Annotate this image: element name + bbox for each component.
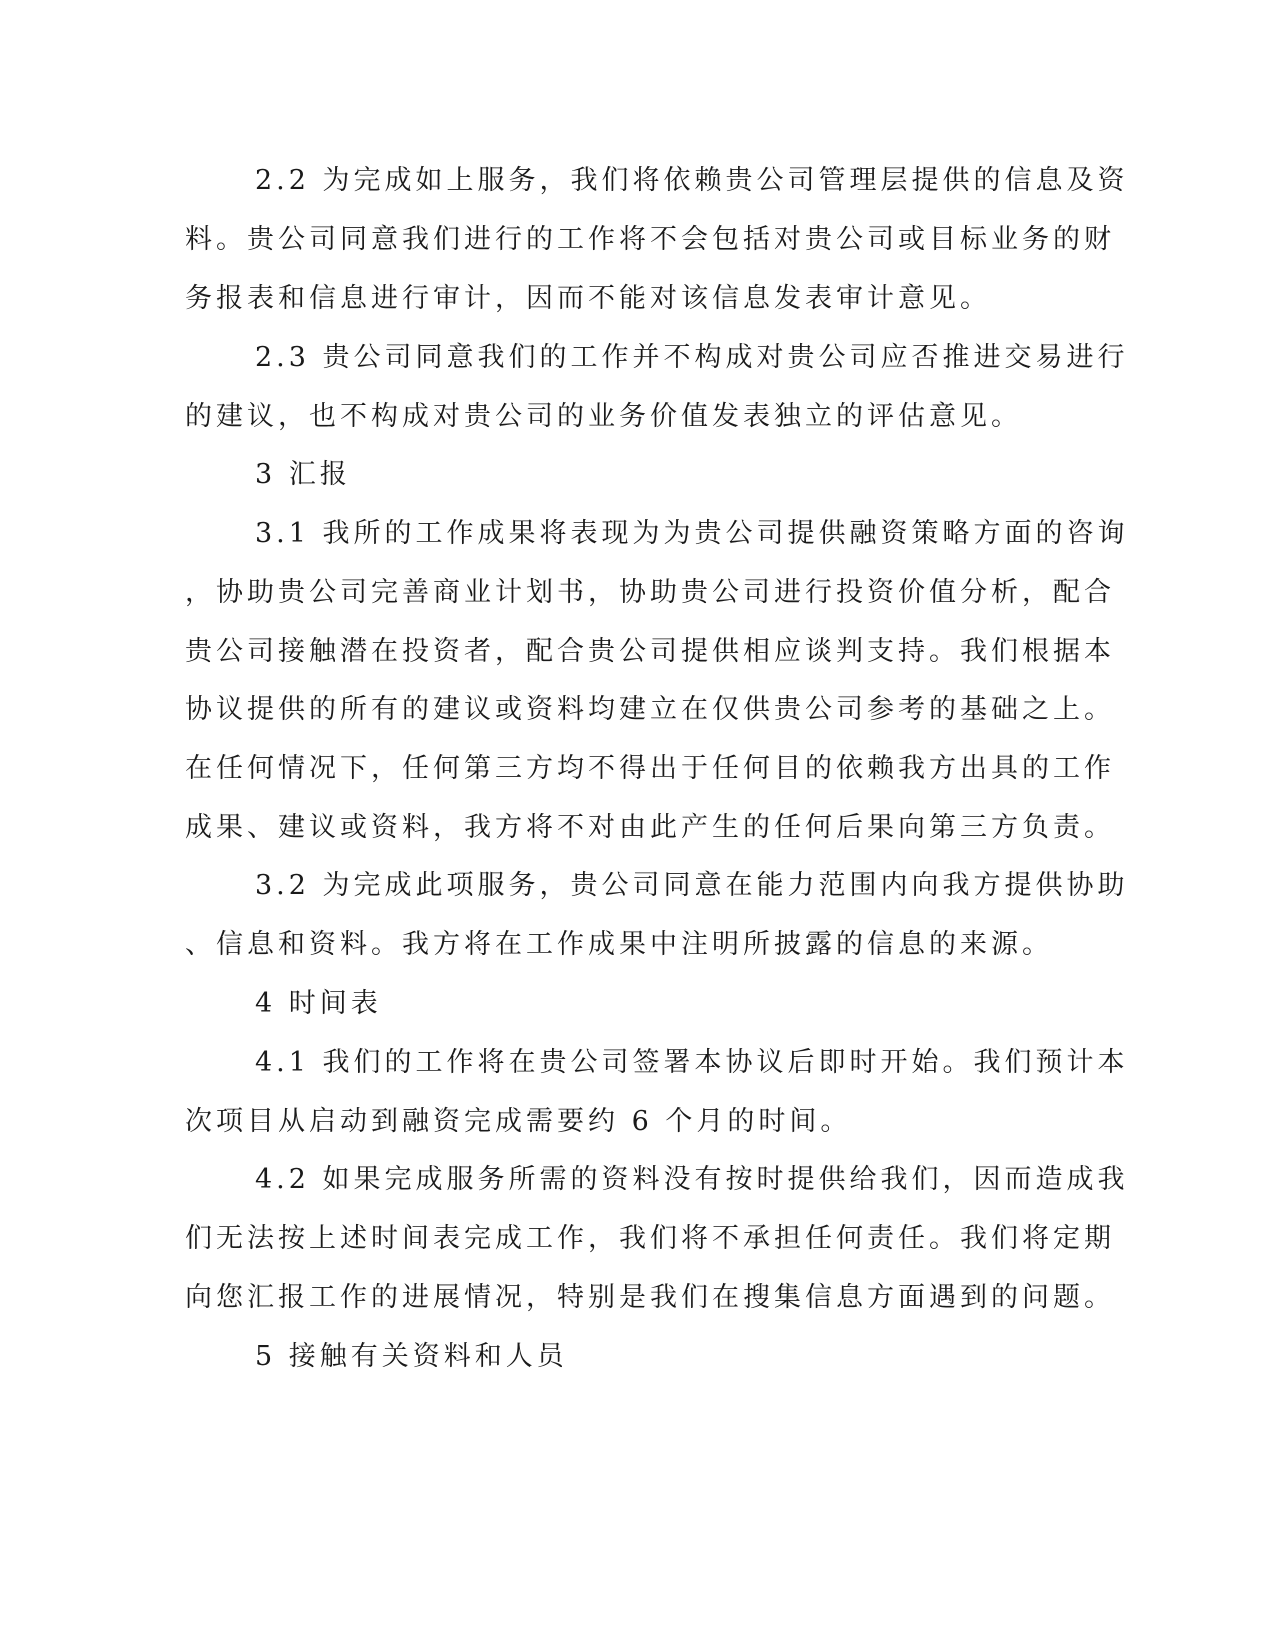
paragraph-3-2-line-2: 、信息和资料。我方将在工作成果中注明所披露的信息的来源。	[185, 929, 1053, 960]
paragraph-3-1-line-3: 贵公司接触潜在投资者，配合贵公司提供相应谈判支持。我们根据本	[185, 636, 1115, 667]
paragraph-3-1-line-6: 成果、建议或资料，我方将不对由此产生的任何后果向第三方负责。	[185, 812, 1115, 843]
paragraph-3-1-line-5: 在任何情况下，任何第三方均不得出于任何目的依赖我方出具的工作	[185, 753, 1115, 784]
paragraph-3-1-line-1: 3.1 我所的工作成果将表现为为贵公司提供融资策略方面的咨询	[255, 518, 1129, 549]
section-heading-3: 3 汇报	[255, 459, 351, 490]
section-heading-5: 5 接触有关资料和人员	[255, 1341, 568, 1372]
paragraph-4-2-line-1: 4.2 如果完成服务所需的资料没有按时提供给我们，因而造成我	[255, 1164, 1129, 1195]
paragraph-3-1-line-2: ，协助贵公司完善商业计划书，协助贵公司进行投资价值分析，配合	[185, 577, 1115, 608]
paragraph-2-2-line-2: 料。贵公司同意我们进行的工作将不会包括对贵公司或目标业务的财	[185, 224, 1115, 255]
section-heading-4: 4 时间表	[255, 988, 382, 1019]
paragraph-4-2-line-2: 们无法按上述时间表完成工作，我们将不承担任何责任。我们将定期	[185, 1223, 1115, 1254]
paragraph-4-1-line-1: 4.1 我们的工作将在贵公司签署本协议后即时开始。我们预计本	[255, 1047, 1129, 1078]
paragraph-3-1-line-4: 协议提供的所有的建议或资料均建立在仅供贵公司参考的基础之上。	[185, 694, 1115, 725]
paragraph-4-1-line-2: 次项目从启动到融资完成需要约 6 个月的时间。	[185, 1106, 852, 1137]
paragraph-2-3-line-2: 的建议，也不构成对贵公司的业务价值发表独立的评估意见。	[185, 401, 1022, 432]
paragraph-3-2-line-1: 3.2 为完成此项服务，贵公司同意在能力范围内向我方提供协助	[255, 870, 1129, 901]
paragraph-2-2-line-1: 2.2 为完成如上服务，我们将依赖贵公司管理层提供的信息及资	[255, 165, 1129, 196]
paragraph-2-2-line-3: 务报表和信息进行审计，因而不能对该信息发表审计意见。	[185, 283, 991, 314]
paragraph-2-3-line-1: 2.3 贵公司同意我们的工作并不构成对贵公司应否推进交易进行	[255, 342, 1129, 373]
paragraph-4-2-line-3: 向您汇报工作的进展情况，特别是我们在搜集信息方面遇到的问题。	[185, 1282, 1115, 1313]
